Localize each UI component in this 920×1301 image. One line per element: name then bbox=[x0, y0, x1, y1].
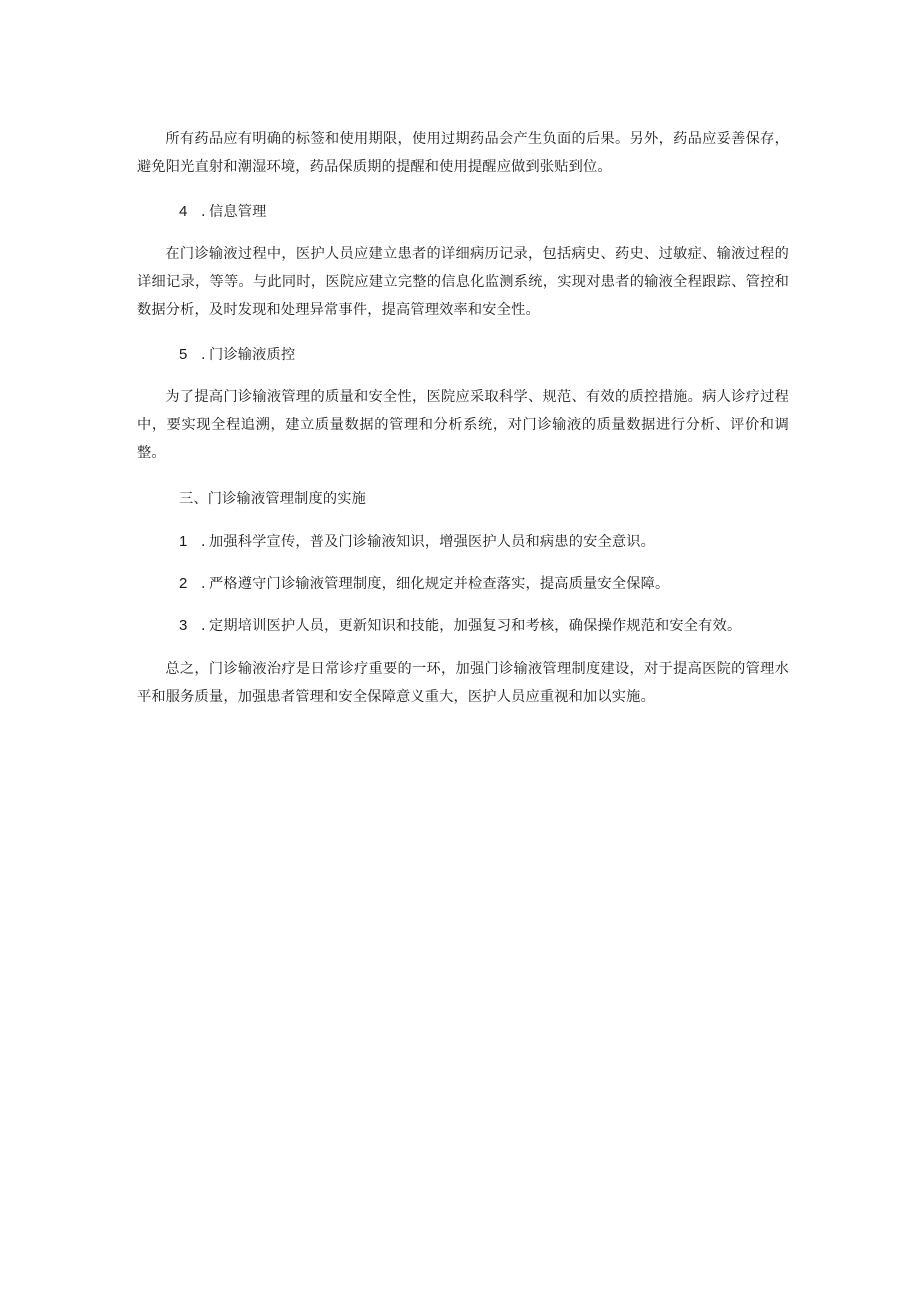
list-item bbox=[137, 570, 831, 598]
list-item bbox=[137, 612, 831, 640]
paragraph-information-management: 在门诊输液过程中，医护人员应建立患者的详细病历记录，包括病史、药史、过敏症、输液过程的详细记录，等等。与此同时，医院应建立完整的信息化监测系统，实现对患者的输液全程跟踪、管控和数据分析，及时发现和处理异常事件，提高管理效率和安全性。 bbox=[137, 246, 789, 318]
heading-separator: . bbox=[201, 204, 206, 220]
heading-separator: . bbox=[201, 347, 206, 363]
heading-text: 信息管理 bbox=[209, 204, 267, 220]
list-item-text: 严格遵守门诊输液管理制度，细化规定并检查落实，提高质量安全保障。 bbox=[209, 576, 670, 592]
section-heading-text: 三、门诊输液管理制度的实施 bbox=[179, 491, 367, 507]
list-item-text: 定期培训医护人员，更新知识和技能，加强复习和考核，确保操作规范和安全有效。 bbox=[209, 618, 742, 634]
list-item-separator: . bbox=[201, 576, 206, 592]
paragraph-quality-control: 为了提高门诊输液管理的质量和安全性，医院应采取科学、规范、有效的质控措施。病人诊疗过程中，要实现全程追溯，建立质量数据的管理和分析系统，对门诊输液的质量数据进行分析、评价和调整。 bbox=[137, 389, 789, 461]
section-heading-implementation bbox=[137, 485, 831, 513]
heading-number: 4 bbox=[179, 203, 188, 220]
heading-information-management bbox=[137, 198, 831, 226]
list-item-text: 加强科学宣传，普及门诊输液知识，增强医护人员和病患的安全意识。 bbox=[209, 534, 656, 550]
list-item-separator: . bbox=[201, 618, 206, 634]
list-item-separator: . bbox=[201, 534, 206, 550]
heading-text: 门诊输液质控 bbox=[209, 347, 296, 363]
paragraph-conclusion: 总之，门诊输液治疗是日常诊疗重要的一环，加强门诊输液管理制度建设，对于提高医院的管理水平和服务质量，加强患者管理和安全保障意义重大，医护人员应重视和加以实施。 bbox=[137, 661, 789, 705]
list-item-number: 1 bbox=[179, 533, 188, 550]
list-item bbox=[137, 528, 831, 556]
paragraph-drug-labeling: 所有药品应有明确的标签和使用期限，使用过期药品会产生负面的后果。另外，药品应妥善保存，避免阳光直射和潮湿环境，药品保质期的提醒和使用提醒应做到张贴到位。 bbox=[137, 131, 789, 175]
heading-quality-control bbox=[137, 341, 831, 369]
heading-number: 5 bbox=[179, 346, 188, 363]
list-item-number: 3 bbox=[179, 617, 188, 634]
list-item-number: 2 bbox=[179, 575, 188, 592]
